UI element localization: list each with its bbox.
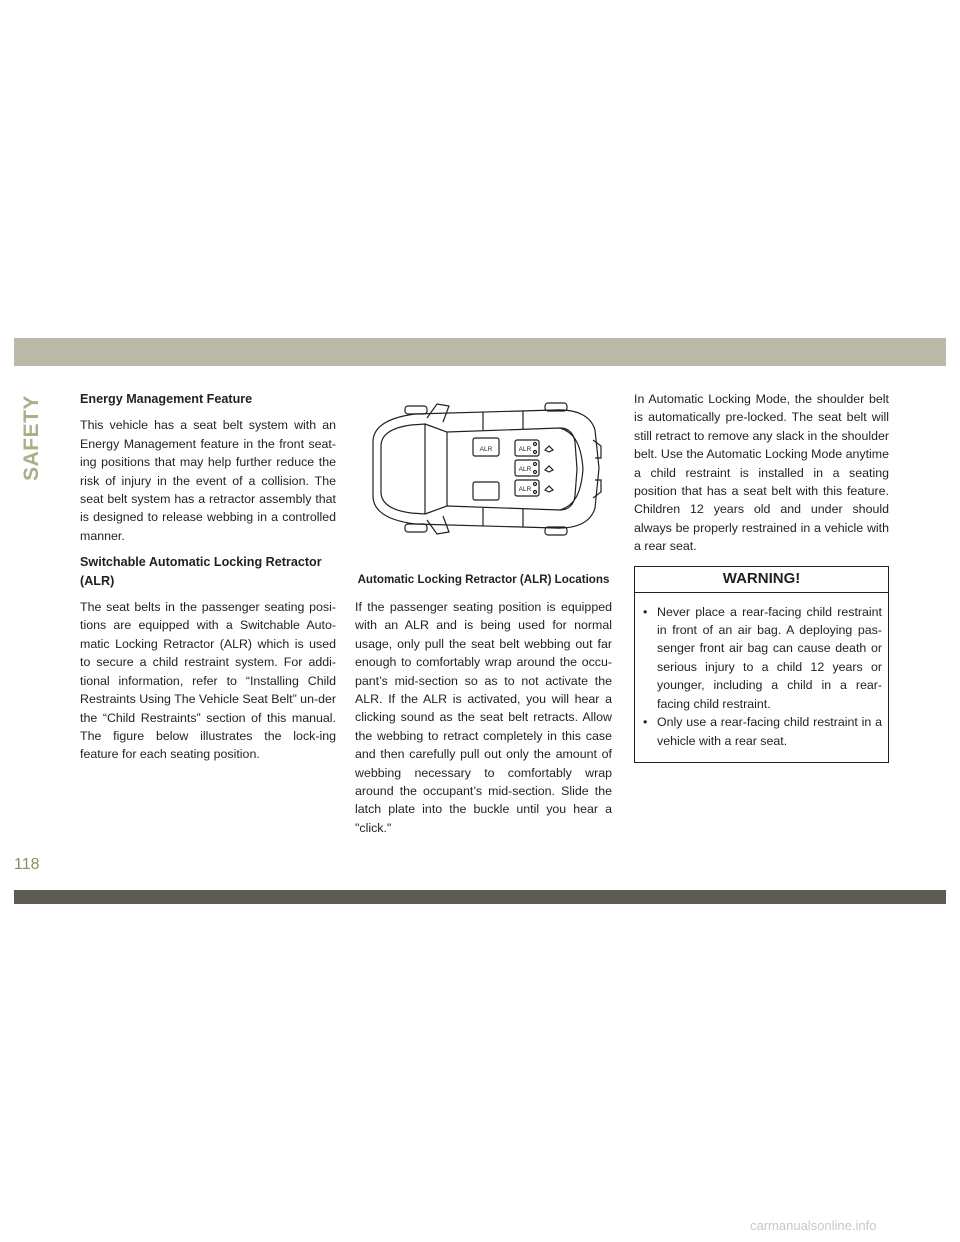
warning-item bbox=[635, 713, 882, 750]
bullet-icon: • bbox=[643, 715, 648, 730]
column-middle bbox=[355, 390, 612, 845]
alr-label-front: ALR bbox=[479, 446, 493, 453]
alr-label-rear-center: ALR bbox=[518, 466, 532, 473]
warning-list bbox=[635, 603, 882, 750]
header-band bbox=[14, 338, 946, 366]
page-number: 118 bbox=[14, 856, 40, 873]
alr-paragraph: The seat belts in the passenger seating posi-tions are equipped with a Switchable Auto-matic Locking Retractor (ALR) which is used to secure a child restraint system. For addi-tional information, refer to “Installing Child Restraints Using The Vehicle Seat Belt” un-der the “Child Restraints” section of this manual. The figure below illustrates the lock-ing feature for each seating position. bbox=[80, 600, 336, 762]
automatic-locking-mode-paragraph: In Automatic Locking Mode, the shoulder belt is automatically pre-locked. The seat belt will still retract to remove any slack in the shoulder belt. Use the Automatic Locking Mode anytime a child restraint is installed in a seating position that has a seat belt with this feature. Children 12 years old and under should always be properly restrained in a vehicle with a rear seat. bbox=[634, 392, 889, 554]
alr-label-rear-right: ALR bbox=[518, 486, 532, 493]
column-left bbox=[80, 390, 336, 772]
footer-band bbox=[14, 890, 946, 904]
alr-label-rear-left: ALR bbox=[518, 446, 532, 453]
watermark: carmanualsonline.info bbox=[750, 1218, 877, 1233]
warning-item-text: Never place a rear-facing child restraint in front of an air bag. A deploying pas-senger front air bag can cause death or serious injury to a child 12 years or younger, including a child in a rear-facing child restraint. bbox=[657, 604, 882, 711]
warning-box bbox=[634, 566, 889, 763]
bullet-icon: • bbox=[643, 604, 648, 619]
energy-management-heading: Energy Management Feature bbox=[80, 392, 253, 406]
vehicle-top-view-illustration bbox=[355, 390, 612, 550]
energy-management-paragraph: This vehicle has a seat belt system with an Energy Management feature in the front seat-ing positions that may help further reduce the risk of injury in the event of a collision. The seat belt system has a retractor assembly that is designed to release webbing in a controlled manner. bbox=[80, 418, 336, 543]
section-tab bbox=[12, 388, 52, 488]
figure-caption: Automatic Locking Retractor (ALR) Locations bbox=[357, 573, 610, 586]
section-tab-label: SAFETY bbox=[20, 395, 43, 481]
warning-item bbox=[635, 603, 882, 713]
column-right bbox=[634, 390, 889, 763]
warning-item-text: Only use a rear-facing child restraint in a vehicle with a rear seat. bbox=[657, 715, 882, 748]
alr-heading: Switchable Automatic Locking Retractor (ALR) bbox=[80, 555, 322, 588]
alr-locations-figure bbox=[355, 390, 612, 550]
warning-title: WARNING! bbox=[635, 567, 888, 593]
alr-usage-paragraph: If the passenger seating position is equipped with an ALR and is being used for normal usage, only pull the seat belt webbing out far enough to comfortably wrap around the occu-pant’s mid-section so as to not activate the ALR. If the ALR is activated, you will hear a clicking sound as the seat belt retracts. Allow the webbing to retract completely in this case and then carefully pull out only the amount of webbing necessary to comfortably wrap around the occupant’s mid-section. Slide the latch plate into the buckle until you hear a "click." bbox=[355, 600, 612, 835]
